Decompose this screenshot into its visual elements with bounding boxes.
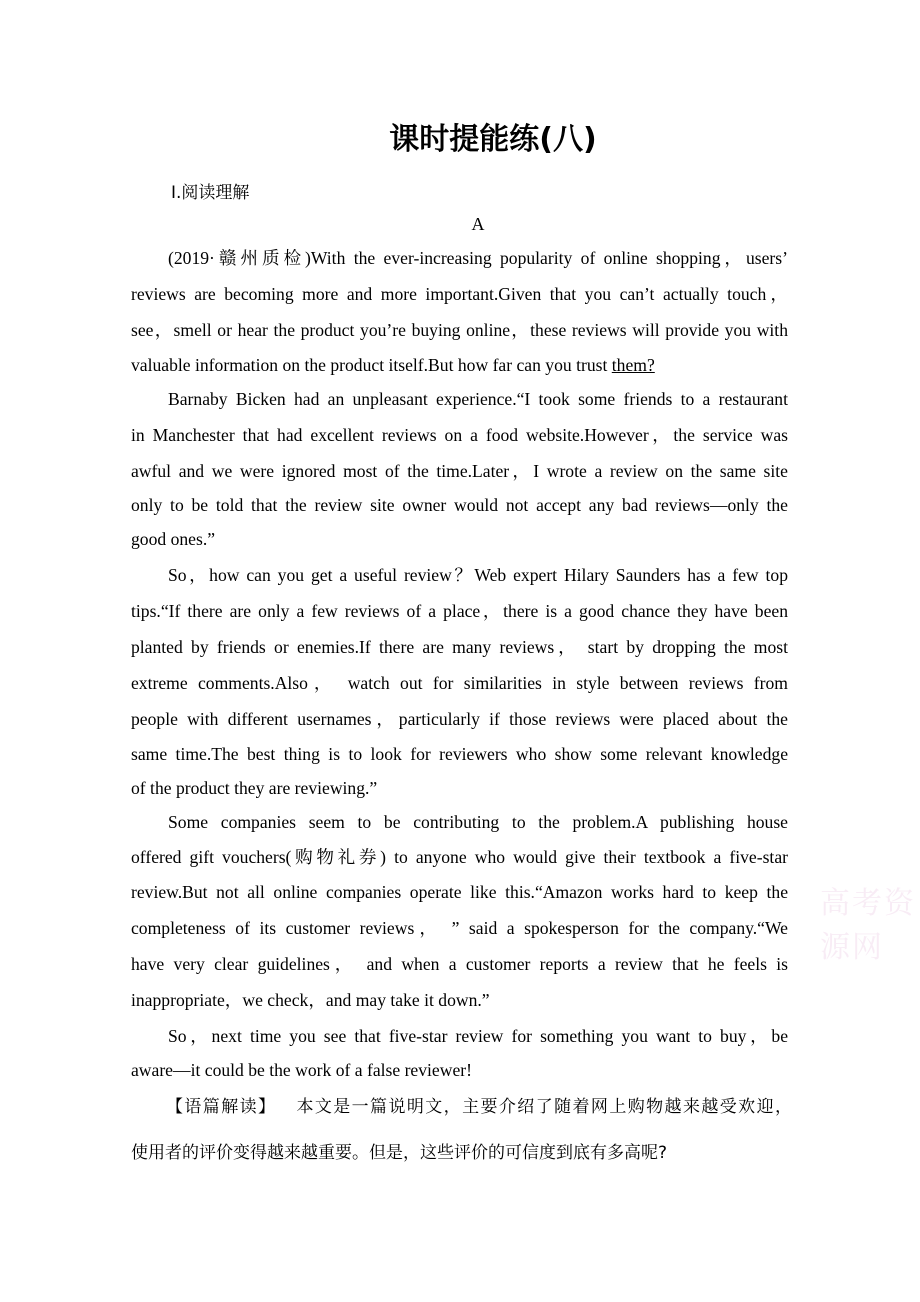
analysis-line	[166, 1095, 792, 1119]
text-line: offered gift vouchers(购物礼券) to anyone who would give their textbook a five-star	[131, 847, 788, 867]
analysis-tag: 【语篇解读】	[166, 1097, 277, 1117]
text-line: people with different usernames，particularly if those reviews were placed about the	[131, 709, 788, 729]
text-line: Some companies seem to be contributing to the problem.A publishing house	[168, 812, 788, 832]
underlined-word: them?	[611, 355, 655, 375]
text-line: tips.“If there are only a few reviews of a place，there is a good chance they have been	[131, 601, 788, 621]
text-line: extreme comments.Also， watch out for similarities in style between reviews from	[131, 673, 788, 693]
text-line: see，smell or hear the product you’re buying online，these reviews will provide you with	[131, 320, 788, 340]
text-line: reviews are becoming more and more important.Given that you can’t actually touch，	[131, 284, 788, 304]
text-line: So，next time you see that five-star review for something you want to buy，be	[168, 1026, 788, 1046]
passage-label: A	[471, 214, 485, 234]
text-line: planted by friends or enemies.If there are many reviews， start by dropping the most	[131, 637, 788, 657]
analysis-line: 使用者的评价变得越来越重要。但是，这些评价的可信度到底有多高呢?	[131, 1143, 668, 1163]
text-line: completeness of its customer reviews， ” said a spokesperson for the company.“We	[131, 918, 788, 938]
text-line: So，how can you get a useful review？Web expert Hilary Saunders has a few top	[168, 565, 788, 585]
text-line: good ones.”	[131, 529, 216, 549]
text-line: (2019·赣州质检)With the ever-increasing popularity of online shopping，users’	[168, 248, 788, 268]
text-line	[131, 354, 655, 376]
text-line: in Manchester that had excellent reviews on a food website.However，the service was	[131, 425, 788, 445]
watermark: 高考资源网	[820, 886, 916, 965]
text-line: inappropriate，we check，and may take it down.”	[131, 990, 490, 1010]
text-line: review.But not all online companies operate like this.“Amazon works hard to keep the	[131, 882, 788, 902]
text-line: of the product they are reviewing.”	[131, 778, 378, 798]
page-title: 课时提能练(八)	[389, 122, 597, 157]
analysis-text: 本文是一篇说明文，主要介绍了随着网上购物越来越受欢迎，	[296, 1097, 792, 1117]
text-line: Barnaby Bicken had an unpleasant experience.“I took some friends to a restaurant	[168, 389, 788, 409]
text-line: aware—it could be the work of a false reviewer!	[131, 1060, 472, 1080]
text-line: have very clear guidelines， and when a customer reports a review that he feels is	[131, 954, 788, 974]
text-line: same time.The best thing is to look for reviewers who show some relevant knowledge	[131, 744, 788, 764]
text-segment: valuable information on the product itself.But how far can you trust	[131, 355, 612, 375]
text-line: awful and we were ignored most of the time.Later，I wrote a review on the same site	[131, 461, 788, 481]
text-line: only to be told that the review site owner would not accept any bad reviews—only the	[131, 495, 788, 515]
section-heading: Ⅰ.阅读理解	[171, 183, 250, 203]
